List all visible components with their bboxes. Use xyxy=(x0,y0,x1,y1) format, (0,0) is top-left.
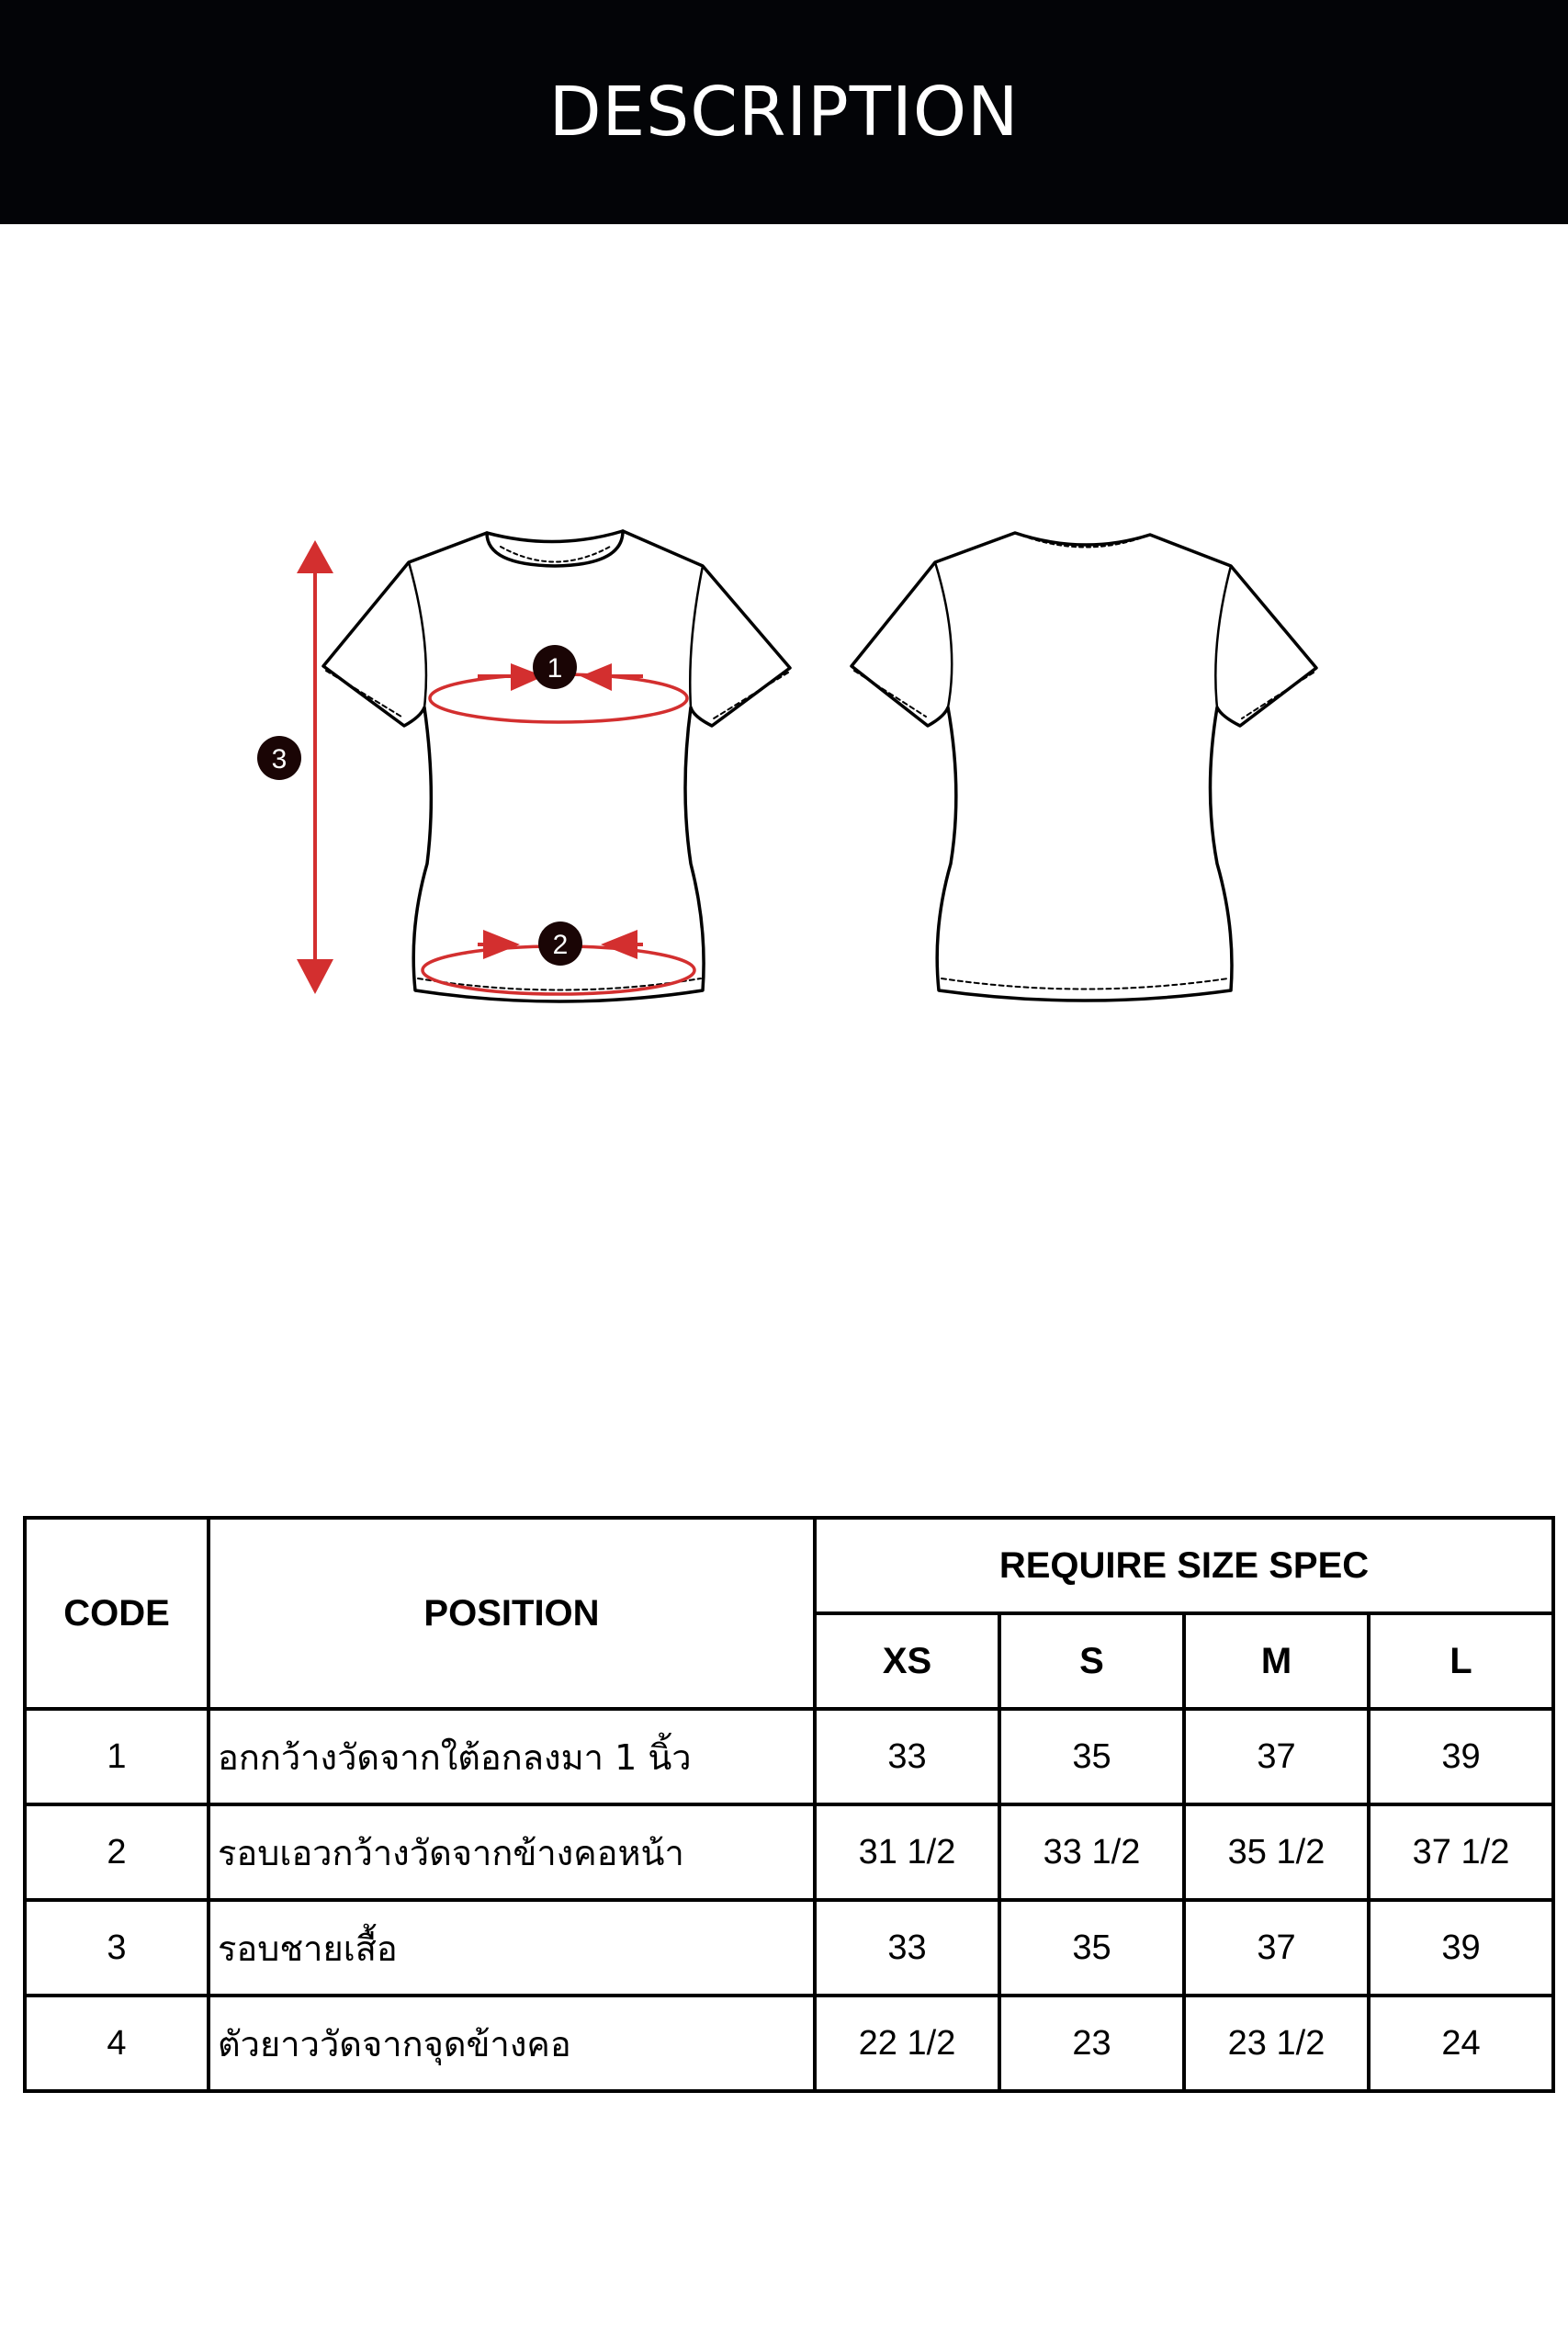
size-spec-table xyxy=(23,1516,1555,2093)
header-size-s: S xyxy=(999,1613,1184,1709)
row-value-l: 39 xyxy=(1369,1900,1553,1996)
row-code: 3 xyxy=(25,1900,209,1996)
measurement-diagram xyxy=(0,224,1568,1492)
marker-1-label: 1 xyxy=(547,653,563,684)
row-value-xs: 22 1/2 xyxy=(815,1996,999,2091)
header-code: CODE xyxy=(25,1518,209,1709)
row-value-xs: 33 xyxy=(815,1900,999,1996)
row-value-s: 23 xyxy=(999,1996,1184,2091)
marker-3-label: 3 xyxy=(271,744,288,775)
row-position: อกกว้างวัดจากใต้อกลงมา 1 นิ้ว xyxy=(209,1709,815,1804)
row-value-s: 33 1/2 xyxy=(999,1804,1184,1900)
header-banner xyxy=(0,0,1568,224)
marker-2-label: 2 xyxy=(552,930,569,960)
chest-measurement-guide xyxy=(430,645,687,722)
header-size-l: L xyxy=(1369,1613,1553,1709)
row-code: 4 xyxy=(25,1996,209,2091)
header-position: POSITION xyxy=(209,1518,815,1709)
table-row xyxy=(25,1804,1553,1900)
row-value-l: 24 xyxy=(1369,1996,1553,2091)
row-value-m: 37 xyxy=(1184,1709,1369,1804)
hem-measurement-guide xyxy=(423,922,694,994)
header-size-m: M xyxy=(1184,1613,1369,1709)
row-code: 1 xyxy=(25,1709,209,1804)
table-row xyxy=(25,1709,1553,1804)
table-header-row xyxy=(25,1518,1553,1613)
row-value-xs: 33 xyxy=(815,1709,999,1804)
row-value-xs: 31 1/2 xyxy=(815,1804,999,1900)
header-require-size-spec: REQUIRE SIZE SPEC xyxy=(815,1518,1553,1613)
back-shirt-illustration xyxy=(852,533,1316,1001)
page-title: DESCRIPTION xyxy=(548,73,1020,152)
row-position: รอบชายเสื้อ xyxy=(209,1900,815,1996)
row-value-l: 37 1/2 xyxy=(1369,1804,1553,1900)
length-measurement-guide xyxy=(257,540,333,994)
row-value-m: 23 1/2 xyxy=(1184,1996,1369,2091)
row-value-l: 39 xyxy=(1369,1709,1553,1804)
row-value-s: 35 xyxy=(999,1900,1184,1996)
row-value-m: 35 1/2 xyxy=(1184,1804,1369,1900)
header-size-xs: XS xyxy=(815,1613,999,1709)
table-row xyxy=(25,1900,1553,1996)
table-row xyxy=(25,1996,1553,2091)
row-value-s: 35 xyxy=(999,1709,1184,1804)
row-value-m: 37 xyxy=(1184,1900,1369,1996)
row-position: รอบเอวกว้างวัดจากข้างคอหน้า xyxy=(209,1804,815,1900)
row-code: 2 xyxy=(25,1804,209,1900)
row-position: ตัวยาววัดจากจุดข้างคอ xyxy=(209,1996,815,2091)
